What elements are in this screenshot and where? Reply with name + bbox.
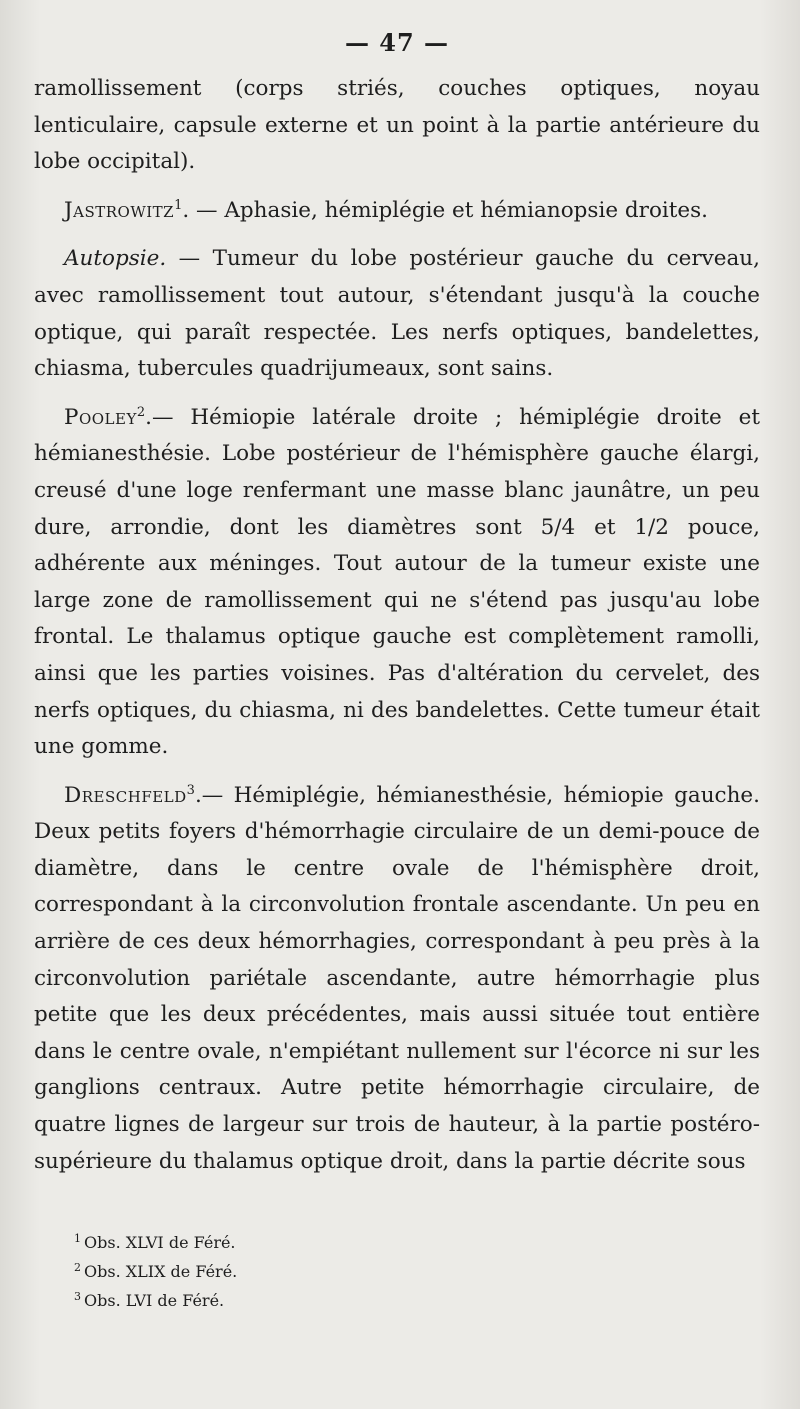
footnote-text: Obs. XLVI de Féré. <box>84 1233 236 1253</box>
footnote-ref: 3 <box>186 782 195 798</box>
paragraph-text: ramollissement (corps striés, couches optiques, noyau lenticulaire, capsule externe et un point à la partie antérieure du lobe occipital). <box>34 76 760 175</box>
paragraph-pooley <box>34 400 760 766</box>
footnote <box>74 1286 760 1315</box>
paragraph-text: .— Hémiopie latérale droite ; hémiplégie droite et hémianesthésie. Lobe postérieur de l'hémisphère gauche élargi, creusé d'une loge renfermant une masse blanc jaunâtre, un peu dure, arrondie, dont les diamètres sont 5/4 et 1/2 pouce, adhérente aux méninges. Tout autour de la tumeur existe une large zone de ramollissement qui ne s'étend pas jusqu'au lobe frontal. Le thalamus optique gauche est complètement ramolli, ainsi que les parties voisines. Pas d'altération du cervelet, des nerfs optiques, du chiasma, ni des bandelettes. Cette tumeur était une gomme. <box>34 404 760 760</box>
footnote-mark: 2 <box>74 1260 81 1274</box>
footnote <box>74 1228 760 1257</box>
page-number: — 47 — <box>344 28 450 57</box>
paragraph-text: . — Aphasie, hémiplégie et hémianopsie droites. <box>182 197 708 223</box>
footnote-ref: 1 <box>174 197 183 213</box>
paragraph-continuation <box>34 71 760 181</box>
footnote <box>74 1257 760 1286</box>
footnote-ref: 2 <box>136 404 146 420</box>
footnote-text: Obs. LVI de Féré. <box>84 1291 225 1311</box>
section-label: Autopsie. <box>64 246 167 272</box>
author-name: Jastrowitz <box>64 197 175 223</box>
paragraph-jastrowitz <box>34 193 760 230</box>
paragraph-text: .— Hémiplégie, hémianesthésie, hémiopie gauche. Deux petits foyers d'hémorrhagie circulaire de un demi-pouce de diamètre, dans le centre ovale de l'hémisphère droit, correspondant à la circonvolution frontale ascendante. Un peu en arrière de ces deux hémorrhagies, correspondant à peu près à la circonvolution pariétale ascendante, autre hémorrhagie plus petite que les deux précédentes, mais aussi située tout entière dans le centre ovale, n'empiétant nullement sur l'écorce ni sur les ganglions centraux. Autre petite hémorrhagie circulaire, de quatre lignes de largeur sur trois de hauteur, à la partie postéro-supérieure du thalamus optique droit, dans la partie décrite sous <box>34 782 760 1174</box>
footnote-mark: 1 <box>74 1231 81 1245</box>
footnotes <box>34 1228 760 1315</box>
footnote-text: Obs. XLIX de Féré. <box>84 1262 238 1282</box>
paragraph-text: — Tumeur du lobe postérieur gauche du cerveau, avec ramollissement tout autour, s'étendant jusqu'à la couche optique, qui paraît respectée. Les nerfs optiques, bandelettes, chiasma, tubercules quadrijumeaux, sont sains. <box>34 246 760 382</box>
paragraph-dreschfeld <box>34 778 760 1181</box>
paragraph-autopsie <box>34 241 760 387</box>
author-name: Pooley <box>64 404 137 430</box>
footnote-mark: 3 <box>74 1289 81 1303</box>
author-name: Dreschfeld <box>64 782 187 808</box>
